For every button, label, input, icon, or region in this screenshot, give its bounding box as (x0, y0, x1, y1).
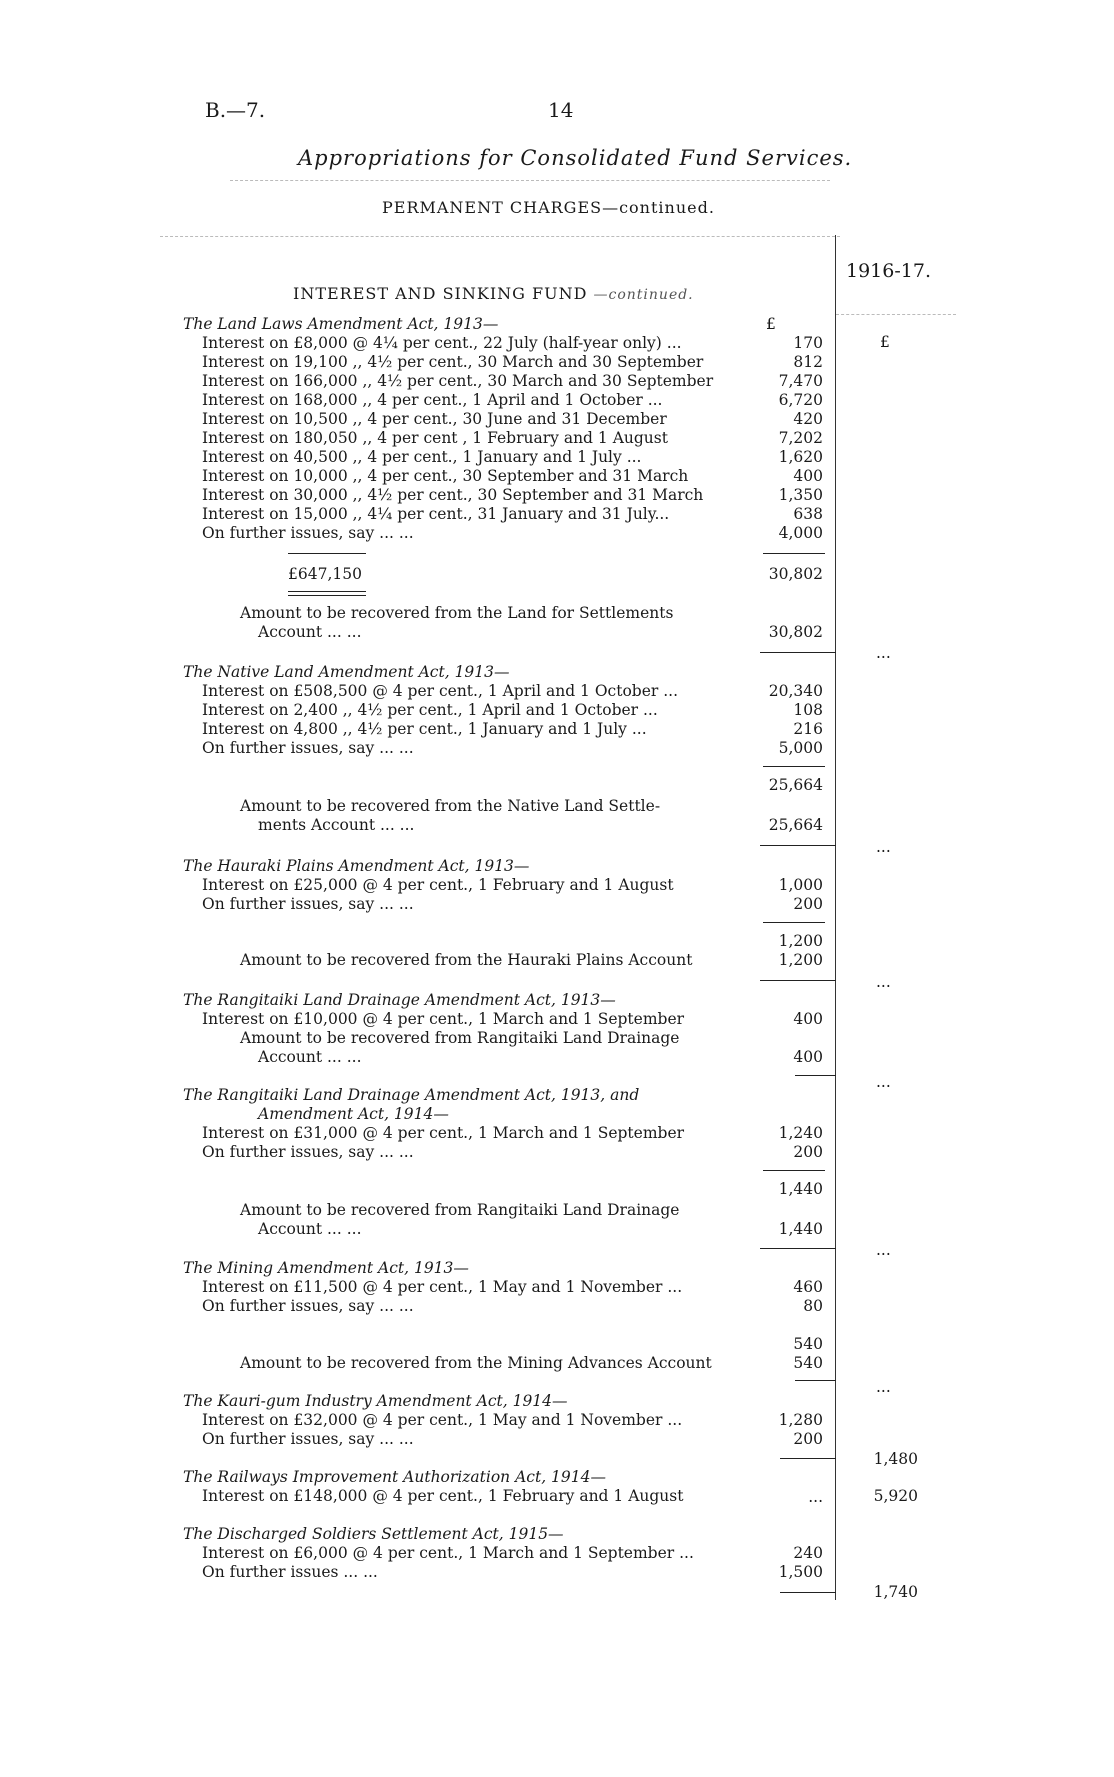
amount: 80 (803, 1297, 823, 1315)
list-item: Interest on 166,000 ,, 4½ per cent., 30 March and 30 September (202, 372, 714, 390)
list-item: On further issues, say ... ... (202, 739, 414, 757)
list-item: On further issues, say ... ... (202, 1430, 414, 1448)
list-item: On further issues, say ... ... (202, 1143, 414, 1161)
divider (230, 180, 830, 181)
amount: 400 (793, 1010, 823, 1028)
year-amount: 1,480 (873, 1450, 918, 1468)
subsection-heading: INTEREST AND SINKING FUND —continued. (293, 284, 694, 303)
year-amount: ... (876, 644, 891, 662)
list-item: Interest on £148,000 @ 4 per cent., 1 February and 1 August (202, 1487, 684, 1505)
amount: 108 (793, 701, 823, 719)
recover-text: Account ... ... (258, 1220, 362, 1238)
recover-text: Amount to be recovered from Rangitaiki Land Drainage (240, 1201, 680, 1219)
recover-amount: 1,200 (778, 951, 823, 969)
amount: 812 (793, 353, 823, 371)
rule (288, 591, 366, 592)
act-title-hauraki: The Hauraki Plains Amendment Act, 1913— (183, 857, 530, 875)
recover-text: Amount to be recovered from the Land for Settlements (240, 604, 674, 622)
rule (763, 553, 825, 554)
recover-text: Amount to be recovered from the Hauraki Plains Account (240, 951, 693, 969)
list-item: Interest on £10,000 @ 4 per cent., 1 March and 1 September (202, 1010, 685, 1028)
rule (795, 1380, 836, 1381)
act-title-mining: The Mining Amendment Act, 1913— (183, 1259, 469, 1277)
amount: 216 (793, 720, 823, 738)
amount: 1,240 (778, 1124, 823, 1142)
column-divider (835, 235, 836, 1600)
recover-text: Amount to be recovered from the Mining Advances Account (240, 1354, 712, 1372)
recover-amount: 540 (793, 1354, 823, 1372)
rule (760, 845, 836, 846)
act-title-discharged-soldiers: The Discharged Soldiers Settlement Act, 1915— (183, 1525, 564, 1543)
amount: 200 (793, 895, 823, 913)
list-item: On further issues, say ... ... (202, 524, 414, 542)
rule (763, 766, 825, 767)
recover-amount: 30,802 (768, 623, 823, 641)
rule (760, 1248, 836, 1249)
amount: 4,000 (778, 524, 823, 542)
list-item: Interest on 15,000 ,, 4¼ per cent., 31 January and 31 July... (202, 505, 670, 523)
amount: ... (808, 1488, 823, 1506)
amount: 420 (793, 410, 823, 428)
recover-amount: 1,440 (778, 1220, 823, 1238)
rule (760, 980, 836, 981)
act-title-rangitaiki-1914: The Rangitaiki Land Drainage Amendment Act, 1913, and (183, 1086, 640, 1104)
recover-text: Amount to be recovered from Rangitaiki Land Drainage (240, 1029, 680, 1047)
list-item: Interest on 10,000 ,, 4 per cent., 30 September and 31 March (202, 467, 689, 485)
year-amount: 1,740 (873, 1583, 918, 1601)
act-title-kauri-gum: The Kauri-gum Industry Amendment Act, 1914— (183, 1392, 568, 1410)
subtotal: 25,664 (768, 776, 823, 794)
subtotal: 30,802 (768, 565, 823, 583)
list-item: Interest on £25,000 @ 4 per cent., 1 February and 1 August (202, 876, 674, 894)
recover-text: ments Account ... ... (258, 816, 415, 834)
amount: 460 (793, 1278, 823, 1296)
subtotal: 1,440 (778, 1180, 823, 1198)
page-number: 14 (548, 98, 574, 122)
pound-sign: £ (766, 315, 776, 333)
amount: 200 (793, 1430, 823, 1448)
amount: 20,340 (768, 682, 823, 700)
list-item: Interest on £32,000 @ 4 per cent., 1 May and 1 November ... (202, 1411, 683, 1429)
amount: 1,500 (778, 1563, 823, 1581)
year-amount: ... (876, 1378, 891, 1396)
list-item: Interest on 168,000 ,, 4 per cent., 1 April and 1 October ... (202, 391, 663, 409)
total-principal: £647,150 (288, 565, 362, 583)
rule (760, 652, 836, 653)
subtotal: 540 (793, 1335, 823, 1353)
list-item: Interest on 19,100 ,, 4½ per cent., 30 March and 30 September (202, 353, 704, 371)
year-amount: ... (876, 973, 891, 991)
divider (836, 314, 956, 315)
amount: 5,000 (778, 739, 823, 757)
amount: 1,620 (778, 448, 823, 466)
year-column-header: 1916-17. (846, 260, 931, 282)
recover-text: Account ... ... (258, 623, 362, 641)
list-item: Interest on 10,500 ,, 4 per cent., 30 June and 31 December (202, 410, 667, 428)
list-item: Interest on £6,000 @ 4 per cent., 1 March and 1 September ... (202, 1544, 694, 1562)
amount: 400 (793, 467, 823, 485)
recover-amount: 400 (793, 1048, 823, 1066)
list-item: Interest on £31,000 @ 4 per cent., 1 March and 1 September (202, 1124, 685, 1142)
list-item: Interest on £508,500 @ 4 per cent., 1 April and 1 October ... (202, 682, 678, 700)
recover-amount: 25,664 (768, 816, 823, 834)
amount: 1,280 (778, 1411, 823, 1429)
list-item: Interest on 2,400 ,, 4½ per cent., 1 April and 1 October ... (202, 701, 658, 719)
act-title-railways: The Railways Improvement Authorization Act, 1914— (183, 1468, 606, 1486)
recover-text: Account ... ... (258, 1048, 362, 1066)
amount: 6,720 (778, 391, 823, 409)
amount: 200 (793, 1143, 823, 1161)
amount: 7,470 (778, 372, 823, 390)
recover-text: Amount to be recovered from the Native Land Settle- (240, 797, 661, 815)
list-item: Interest on £8,000 @ 4¼ per cent., 22 July (half-year only) ... (202, 334, 682, 352)
rule (288, 553, 366, 554)
act-title-land-laws: The Land Laws Amendment Act, 1913— (183, 315, 499, 333)
subtotal: 1,200 (778, 932, 823, 950)
amount: 638 (793, 505, 823, 523)
rule (763, 922, 825, 923)
rule (288, 595, 366, 596)
rule (795, 1075, 836, 1076)
list-item: Interest on £11,500 @ 4 per cent., 1 May and 1 November ... (202, 1278, 683, 1296)
pound-sign: £ (880, 333, 890, 351)
list-item: Interest on 4,800 ,, 4½ per cent., 1 January and 1 July ... (202, 720, 647, 738)
list-item: Interest on 40,500 ,, 4 per cent., 1 January and 1 July ... (202, 448, 642, 466)
page-ref: B.—7. (205, 98, 266, 122)
section-heading: PERMANENT CHARGES—continued. (382, 198, 715, 217)
divider (160, 236, 840, 237)
amount: 7,202 (778, 429, 823, 447)
rule (763, 1170, 825, 1171)
page-title: Appropriations for Consolidated Fund Services. (298, 146, 853, 170)
amount: 170 (793, 334, 823, 352)
year-amount: ... (876, 1073, 891, 1091)
year-amount: ... (876, 838, 891, 856)
year-amount: ... (876, 1241, 891, 1259)
list-item: On further issues ... ... (202, 1563, 378, 1581)
list-item: Interest on 180,050 ,, 4 per cent , 1 February and 1 August (202, 429, 668, 447)
amount: 240 (793, 1544, 823, 1562)
amount: 1,000 (778, 876, 823, 894)
act-title-rangitaiki-1914-cont: Amendment Act, 1914— (258, 1105, 449, 1123)
act-title-native-land: The Native Land Amendment Act, 1913— (183, 663, 510, 681)
list-item: On further issues, say ... ... (202, 895, 414, 913)
list-item: On further issues, say ... ... (202, 1297, 414, 1315)
list-item: Interest on 30,000 ,, 4½ per cent., 30 September and 31 March (202, 486, 704, 504)
year-amount: 5,920 (873, 1487, 918, 1505)
act-title-rangitaiki-1913: The Rangitaiki Land Drainage Amendment Act, 1913— (183, 991, 616, 1009)
amount: 1,350 (778, 486, 823, 504)
